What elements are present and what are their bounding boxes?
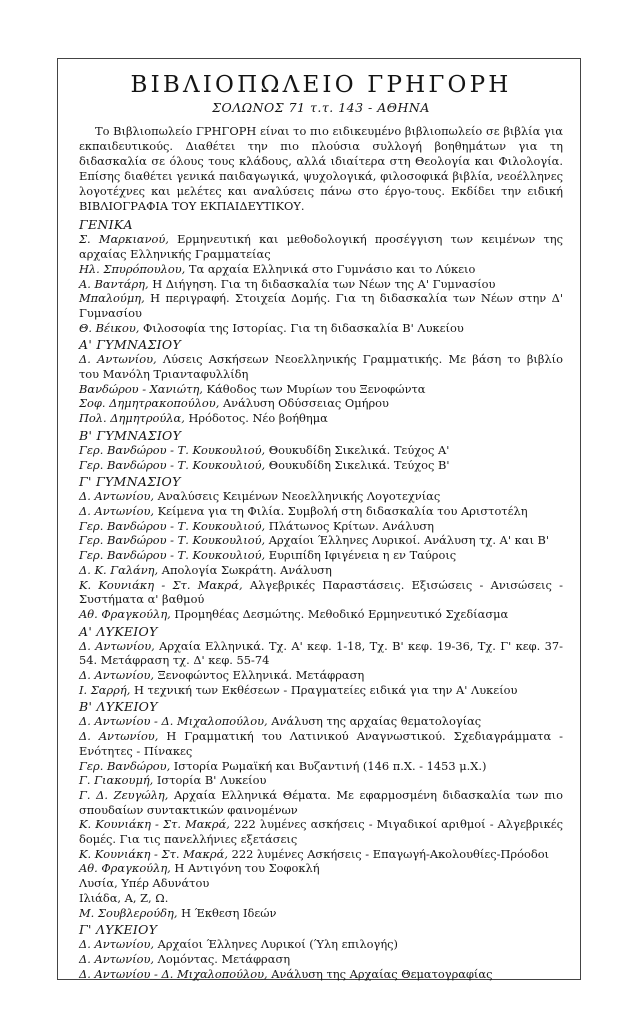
book-author: Αθ. Φραγκούλη,	[79, 606, 171, 621]
book-title: Ηρόδοτος. Νέο βοήθημα	[184, 411, 328, 426]
book-entry	[79, 563, 563, 578]
book-title: Φιλοσοφία της Ιστορίας. Για τη διδασκαλία Β' Λυκείου	[139, 320, 464, 335]
intro-paragraph: Το Βιβλιοπωλείο ΓΡΗΓΟΡΗ είναι το πιο ειδικευμένο βιβλιοπωλείο σε βιβλία για εκπαιδευτικούς. Διαθέτει την πιο πλούσια συλλογή βοηθημάτων για τη διδασκαλία σε όλους τους κλάδους, αλλά ιδιαίτερα στη Θεολογία και Φιλολογία. Επίσης διαθέτει γενικά παιδαγωγικά, ψυχολογικά, φιλοσοφικά βιβλία, νεοέλληνες λογοτέχνες και μελέτες και αναλύσεις πάνω στο έργο-τους. Εκδίδει την ειδική ΒΙΒΛΙΟΓΡΑΦΙΑ ΤΟΥ ΕΚΠΑΙΔΕΥΤΙΚΟΥ.	[79, 124, 563, 213]
book-entry	[79, 489, 563, 504]
book-author: Γερ. Βανδώρου - Τ. Κουκουλιού,	[79, 533, 266, 548]
book-title: Αλγεβρικές Παραστάσεις. Εξισώσεις - Ανισώσεις - Συστήματα α' βαθμού	[79, 577, 563, 607]
book-author: Θ. Βέικου,	[79, 320, 140, 335]
book-author: Δ. Αντωνίου,	[79, 937, 155, 952]
book-author: Δ. Αντωνίου - Δ. Μιχαλοπούλου,	[79, 714, 268, 729]
book-author: Γερ. Βανδώρου - Τ. Κουκουλιού,	[79, 442, 266, 457]
book-author: Σ. Μαρκιανού,	[79, 232, 169, 247]
page-content	[79, 72, 563, 981]
book-entry	[79, 861, 563, 876]
catalog-section	[79, 624, 563, 698]
book-entry	[79, 817, 563, 846]
book-entry	[79, 411, 563, 426]
book-author: Γερ. Βανδώρου - Τ. Κουκουλιού,	[79, 457, 266, 472]
book-title: Αρχαία Ελληνικά Θέματα. Με εφαρμοσμένη διδασκαλία των πιο σπουδαίων συντακτικών φαινομένων	[79, 787, 563, 817]
catalog-sections	[79, 217, 563, 981]
book-author: Δ. Αντωνίου,	[79, 668, 155, 683]
book-author: Δ. Αντωνίου,	[79, 352, 157, 367]
book-author: Κ. Κουνιάκη - Στ. Μακρά,	[79, 577, 243, 592]
advertisement-frame	[57, 58, 581, 980]
book-author: Κ. Κουνιάκη - Στ. Μακρά,	[79, 846, 228, 861]
book-title: Η περιγραφή. Στοιχεία Δομής. Για τη διδασκαλία των Νέων στην Δ' Γυμνασίου	[79, 291, 563, 320]
book-title: Αρχαίοι Έλληνες Λυρικοί. Ανάλυση τχ. Α' και Β'	[265, 533, 550, 548]
book-entry	[79, 906, 563, 921]
book-author: Δ. Αντωνίου - Δ. Μιχαλοπούλου,	[79, 966, 268, 981]
book-entry	[79, 683, 563, 698]
book-title: Η Αντιγόνη του Σοφοκλή	[170, 861, 320, 876]
book-title: Ιλιάδα, Α, Ζ, Ω.	[79, 890, 169, 905]
page-title: ΒΙΒΛΙΟΠΩΛΕΙΟ ΓΡΗΓΟΡΗ	[130, 72, 512, 98]
book-author: Δ. Αντωνίου,	[79, 729, 159, 744]
book-author: Δ. Κ. Γαλάνη,	[79, 562, 159, 577]
book-entry	[79, 458, 563, 473]
book-title: Απολογία Σωκράτη. Ανάλυση	[158, 562, 332, 577]
book-title: 222 λυμένες ασκήσεις - Μιγαδικοί αριθμοί - Αλγεβρικές δομές. Για τις πανελλήνιες εξετάσεις	[79, 817, 563, 847]
catalog-section	[79, 217, 563, 335]
book-entry	[79, 607, 563, 622]
book-title: Η Διήγηση. Για τη διδασκαλία των Νέων της Α' Γυμνασίου	[148, 276, 496, 291]
section-heading: Γ' ΛΥΚΕΙΟΥ	[79, 922, 158, 938]
book-title: Αρχαία Ελληνικά. Τχ. Α' κεφ. 1-18, Τχ. Β' κεφ. 19-36, Τχ. Γ' κεφ. 37-54. Μετάφραση τχ. Δ' κεφ. 55-74	[79, 638, 563, 668]
book-title: Πλάτωνος Κρίτων. Ανάλυση	[265, 518, 434, 533]
book-title: Λύσεις Ασκήσεων Νεοελληνικής Γραμματικής. Με βάση το βιβλίο του Μανόλη Τριανταφυλλίδη	[79, 352, 563, 382]
book-author: Δ. Αντωνίου,	[79, 503, 155, 518]
catalog-section	[79, 428, 563, 472]
book-title: Θουκυδίδη Σικελικά. Τεύχος Β'	[265, 457, 450, 472]
book-entry	[79, 382, 563, 397]
book-title: Ξενοφώντος Ελληνικά. Μετάφραση	[154, 668, 365, 683]
book-title: Ανάλυση της αρχαίας θεματολογίας	[267, 714, 482, 729]
book-entry	[79, 504, 563, 519]
book-title: Θουκυδίδη Σικελικά. Τεύχος Α'	[265, 442, 450, 457]
book-entry	[79, 232, 563, 261]
book-entry	[79, 443, 563, 458]
book-entry	[79, 262, 563, 277]
address: ΣΟΛΩΝΟΣ 71 τ.τ. 143 - ΑΘΗΝΑ	[212, 100, 430, 115]
book-entry	[79, 291, 563, 320]
book-entry	[79, 396, 563, 411]
book-author: Δ. Αντωνίου,	[79, 951, 155, 966]
book-author: Α. Βαντάρη,	[79, 276, 149, 291]
book-title: Κείμενα για τη Φιλία. Συμβολή στη διδασκαλία του Αριστοτέλη	[154, 503, 528, 518]
book-entry	[79, 788, 563, 817]
book-entry	[79, 847, 563, 862]
book-author: Γ. Γιακουμή,	[79, 773, 154, 788]
catalog-section	[79, 337, 563, 426]
book-entry	[79, 668, 563, 683]
book-entry	[79, 967, 563, 982]
book-title: Λυσία, Υπέρ Αδυνάτου	[79, 876, 210, 891]
section-heading: Α' ΓΥΜΝΑΣΙΟΥ	[79, 337, 182, 353]
book-title: Τα αρχαία Ελληνικά στο Γυμνάσιο και το Λύκειο	[185, 261, 476, 276]
book-entry	[79, 876, 563, 891]
book-entry	[79, 277, 563, 292]
book-entry	[79, 729, 563, 758]
book-title: Η Έκθεση Ιδεών	[177, 905, 277, 920]
book-title: Ιστορία Ρωμαϊκή και Βυζαντινή (146 π.Χ. - 1453 μ.Χ.)	[170, 758, 487, 773]
book-title: Προμηθέας Δεσμώτης. Μεθοδικό Ερμηνευτικό Σχεδίασμα	[170, 606, 509, 621]
book-author: Γερ. Βανδώρου - Τ. Κουκουλιού,	[79, 518, 266, 533]
book-author: Βανδώρου - Χανιώτη,	[79, 381, 203, 396]
book-entry	[79, 548, 563, 563]
book-entry	[79, 639, 563, 668]
book-title: Αρχαίοι Έλληνες Λυρικοί (Ύλη επιλογής)	[154, 937, 398, 952]
book-title: Αναλύσεις Κειμένων Νεοελληνικής Λογοτεχνίας	[154, 489, 441, 504]
book-entry	[79, 714, 563, 729]
book-entry	[79, 578, 563, 607]
book-entry	[79, 773, 563, 788]
book-entry	[79, 321, 563, 336]
book-title: Λομόντας. Μετάφραση	[154, 951, 291, 966]
catalog-section	[79, 922, 563, 981]
book-title: Ευριπίδη Ιφιγένεια η εν Ταύροις	[265, 548, 457, 563]
book-entry	[79, 891, 563, 906]
book-author: Μπαλούμη,	[79, 291, 145, 306]
book-author: Γερ. Βανδώρου - Τ. Κουκουλιού,	[79, 548, 266, 563]
catalog-section	[79, 474, 563, 621]
book-author: Αθ. Φραγκούλη,	[79, 861, 171, 876]
book-author: Σοφ. Δημητρακοπούλου,	[79, 396, 220, 411]
book-author: Μ. Σουβλερούδη,	[79, 905, 178, 920]
book-title: Ερμηνευτική και μεθοδολογική προσέγγιση των κειμένων της αρχαίας Ελληνικής Γραμματείας	[79, 232, 563, 262]
section-heading: Β' ΛΥΚΕΙΟΥ	[79, 699, 158, 715]
section-heading: Γ' ΓΥΜΝΑΣΙΟΥ	[79, 474, 181, 490]
book-title: Η Γραμματική του Λατινικού Αναγνωστικού. Σχεδιαγράμματα - Ενότητες - Πίνακες	[79, 729, 563, 758]
book-author: Γερ. Βανδώρου,	[79, 758, 171, 773]
book-title: Η τεχνική των Εκθέσεων - Πραγματείες ειδικά για την Α' Λυκείου	[130, 682, 518, 697]
book-entry	[79, 533, 563, 548]
section-heading: Β' ΓΥΜΝΑΣΙΟΥ	[79, 427, 182, 443]
book-title: 222 λυμένες Ασκήσεις - Επαγωγή-Ακολουθίες-Πρόοδοι	[227, 846, 550, 861]
catalog-section	[79, 699, 563, 920]
book-author: Δ. Αντωνίου,	[79, 489, 155, 504]
book-author: Κ. Κουνιάκη - Στ. Μακρά,	[79, 817, 230, 832]
book-entry	[79, 937, 563, 952]
book-entry	[79, 759, 563, 774]
book-entry	[79, 952, 563, 967]
book-title: Ανάλυση Οδύσσειας Ομήρου	[219, 396, 389, 411]
book-author: Πολ. Δημητρούλα,	[79, 411, 185, 426]
section-heading: Α' ΛΥΚΕΙΟΥ	[79, 623, 158, 639]
book-author: Δ. Αντωνίου,	[79, 638, 155, 653]
book-entry	[79, 519, 563, 534]
book-entry	[79, 352, 563, 381]
book-title: Ανάλυση της Αρχαίας Θεματογραφίας	[267, 966, 493, 981]
book-author: Ι. Σαρρή,	[79, 682, 131, 697]
book-title: Ιστορία Β' Λυκείου	[153, 773, 267, 788]
book-author: Ηλ. Σπυρόπουλου,	[79, 261, 186, 276]
book-title: Κάθοδος των Μυρίων του Ξενοφώντα	[202, 381, 426, 396]
book-author: Γ. Δ. Ζευγώλη,	[79, 787, 169, 802]
section-heading: ΓΕΝΙΚΑ	[79, 217, 133, 233]
